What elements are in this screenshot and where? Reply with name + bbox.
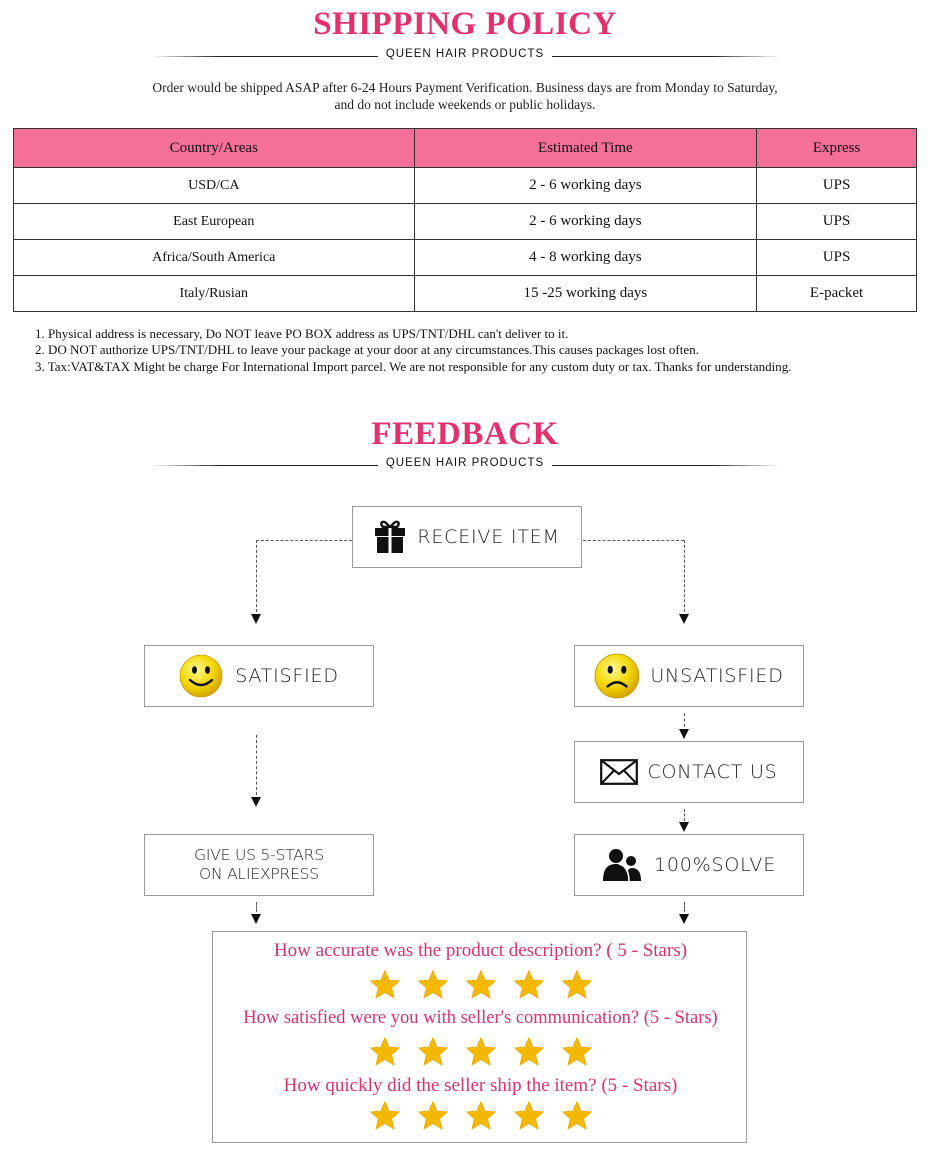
- shipping-notes: [35, 326, 792, 375]
- people-icon: [602, 848, 642, 882]
- star-row-shipping: [213, 1100, 748, 1137]
- star-row-communication: [213, 1036, 748, 1073]
- col-header-express: Express: [757, 129, 917, 168]
- give-stars-line-2: ON ALIEXPRESS: [199, 865, 319, 883]
- star-icon[interactable]: [465, 1100, 497, 1132]
- star-icon[interactable]: [561, 969, 593, 1001]
- question-shipping: How quickly did the seller ship the item? (5 - Stars): [283, 1075, 678, 1096]
- col-header-time: Estimated Time: [414, 129, 757, 168]
- feedback-title: FEEDBACK: [371, 416, 559, 452]
- feedback-subtitle-line: [150, 455, 780, 475]
- note-item: 2. DO NOT authorize UPS/TNT/DHL to leave your package at your door at any circumstances.This causes packages lost often.: [35, 342, 699, 358]
- table-row: [14, 240, 917, 276]
- cell-express: UPS: [757, 168, 917, 204]
- table-header-row: [14, 129, 917, 168]
- star-icon[interactable]: [513, 1100, 545, 1132]
- question-description: How accurate was the product description? ( 5 - Stars): [273, 940, 688, 961]
- satisfied-box: [144, 645, 374, 707]
- solve-box: [574, 834, 804, 896]
- shipping-title: SHIPPING POLICY: [313, 6, 617, 42]
- star-icon[interactable]: [369, 1036, 401, 1068]
- give-stars-box[interactable]: [144, 834, 374, 896]
- star-icon[interactable]: [369, 969, 401, 1001]
- shipping-subtitle-line: [150, 46, 780, 66]
- receive-item-label: RECEIVE ITEM: [417, 526, 560, 548]
- cell-time: 2 - 6 working days: [414, 204, 757, 240]
- table-row: [14, 168, 917, 204]
- envelope-icon: [600, 759, 638, 785]
- contact-us-label: CONTACT US: [647, 761, 778, 783]
- cell-country: Italy/Rusian: [14, 276, 415, 312]
- cell-express: UPS: [757, 240, 917, 276]
- shipping-intro: [0, 79, 930, 113]
- star-icon[interactable]: [465, 1036, 497, 1068]
- col-header-country: Country/Areas: [14, 129, 415, 168]
- question-communication: How satisfied were you with seller's communication? (5 - Stars): [243, 1008, 718, 1028]
- cell-time: 15 -25 working days: [414, 276, 757, 312]
- give-stars-label: [194, 846, 324, 884]
- cell-time: 2 - 6 working days: [414, 168, 757, 204]
- table-row: [14, 276, 917, 312]
- contact-us-box[interactable]: [574, 741, 804, 803]
- star-icon[interactable]: [417, 1100, 449, 1132]
- shipping-subtitle: QUEEN HAIR PRODUCTS: [385, 48, 545, 60]
- star-icon[interactable]: [561, 1036, 593, 1068]
- smiley-happy-icon: [179, 654, 223, 698]
- cell-express: E-packet: [757, 276, 917, 312]
- intro-line-2: and do not include weekends or public holidays.: [334, 97, 596, 112]
- rating-questions-box: [212, 931, 747, 1143]
- satisfied-label: SATISFIED: [235, 665, 339, 687]
- star-icon[interactable]: [561, 1100, 593, 1132]
- note-item: 3. Tax:VAT&TAX Might be charge For International Import parcel. We are not responsible for any custom duty or tax. Thanks for understanding.: [35, 358, 792, 374]
- cell-country: Africa/South America: [14, 240, 415, 276]
- star-icon[interactable]: [513, 1036, 545, 1068]
- give-stars-line-1: GIVE US 5-STARS: [194, 846, 324, 864]
- star-icon[interactable]: [417, 969, 449, 1001]
- note-item: 1. Physical address is necessary, Do NOT leave PO BOX address as UPS/TNT/DHL can't deliver to it.: [35, 326, 569, 341]
- star-row-description: [213, 969, 748, 1006]
- smiley-sad-icon: [594, 653, 640, 699]
- star-icon[interactable]: [465, 969, 497, 1001]
- unsatisfied-label: UNSATISFIED: [650, 665, 784, 687]
- star-icon[interactable]: [417, 1036, 449, 1068]
- intro-line-1: Order would be shipped ASAP after 6-24 Hours Payment Verification. Business days are from Monday to Saturday,: [152, 80, 778, 95]
- star-icon[interactable]: [513, 969, 545, 1001]
- star-icon[interactable]: [369, 1100, 401, 1132]
- solve-label: 100%SOLVE: [653, 854, 777, 876]
- cell-time: 4 - 8 working days: [414, 240, 757, 276]
- gift-icon: [374, 520, 406, 554]
- shipping-table: [13, 128, 917, 312]
- cell-country: USD/CA: [14, 168, 415, 204]
- feedback-subtitle: QUEEN HAIR PRODUCTS: [385, 457, 545, 469]
- table-row: [14, 204, 917, 240]
- cell-country: East European: [14, 204, 415, 240]
- cell-express: UPS: [757, 204, 917, 240]
- receive-item-box: [352, 506, 582, 568]
- unsatisfied-box: [574, 645, 804, 707]
